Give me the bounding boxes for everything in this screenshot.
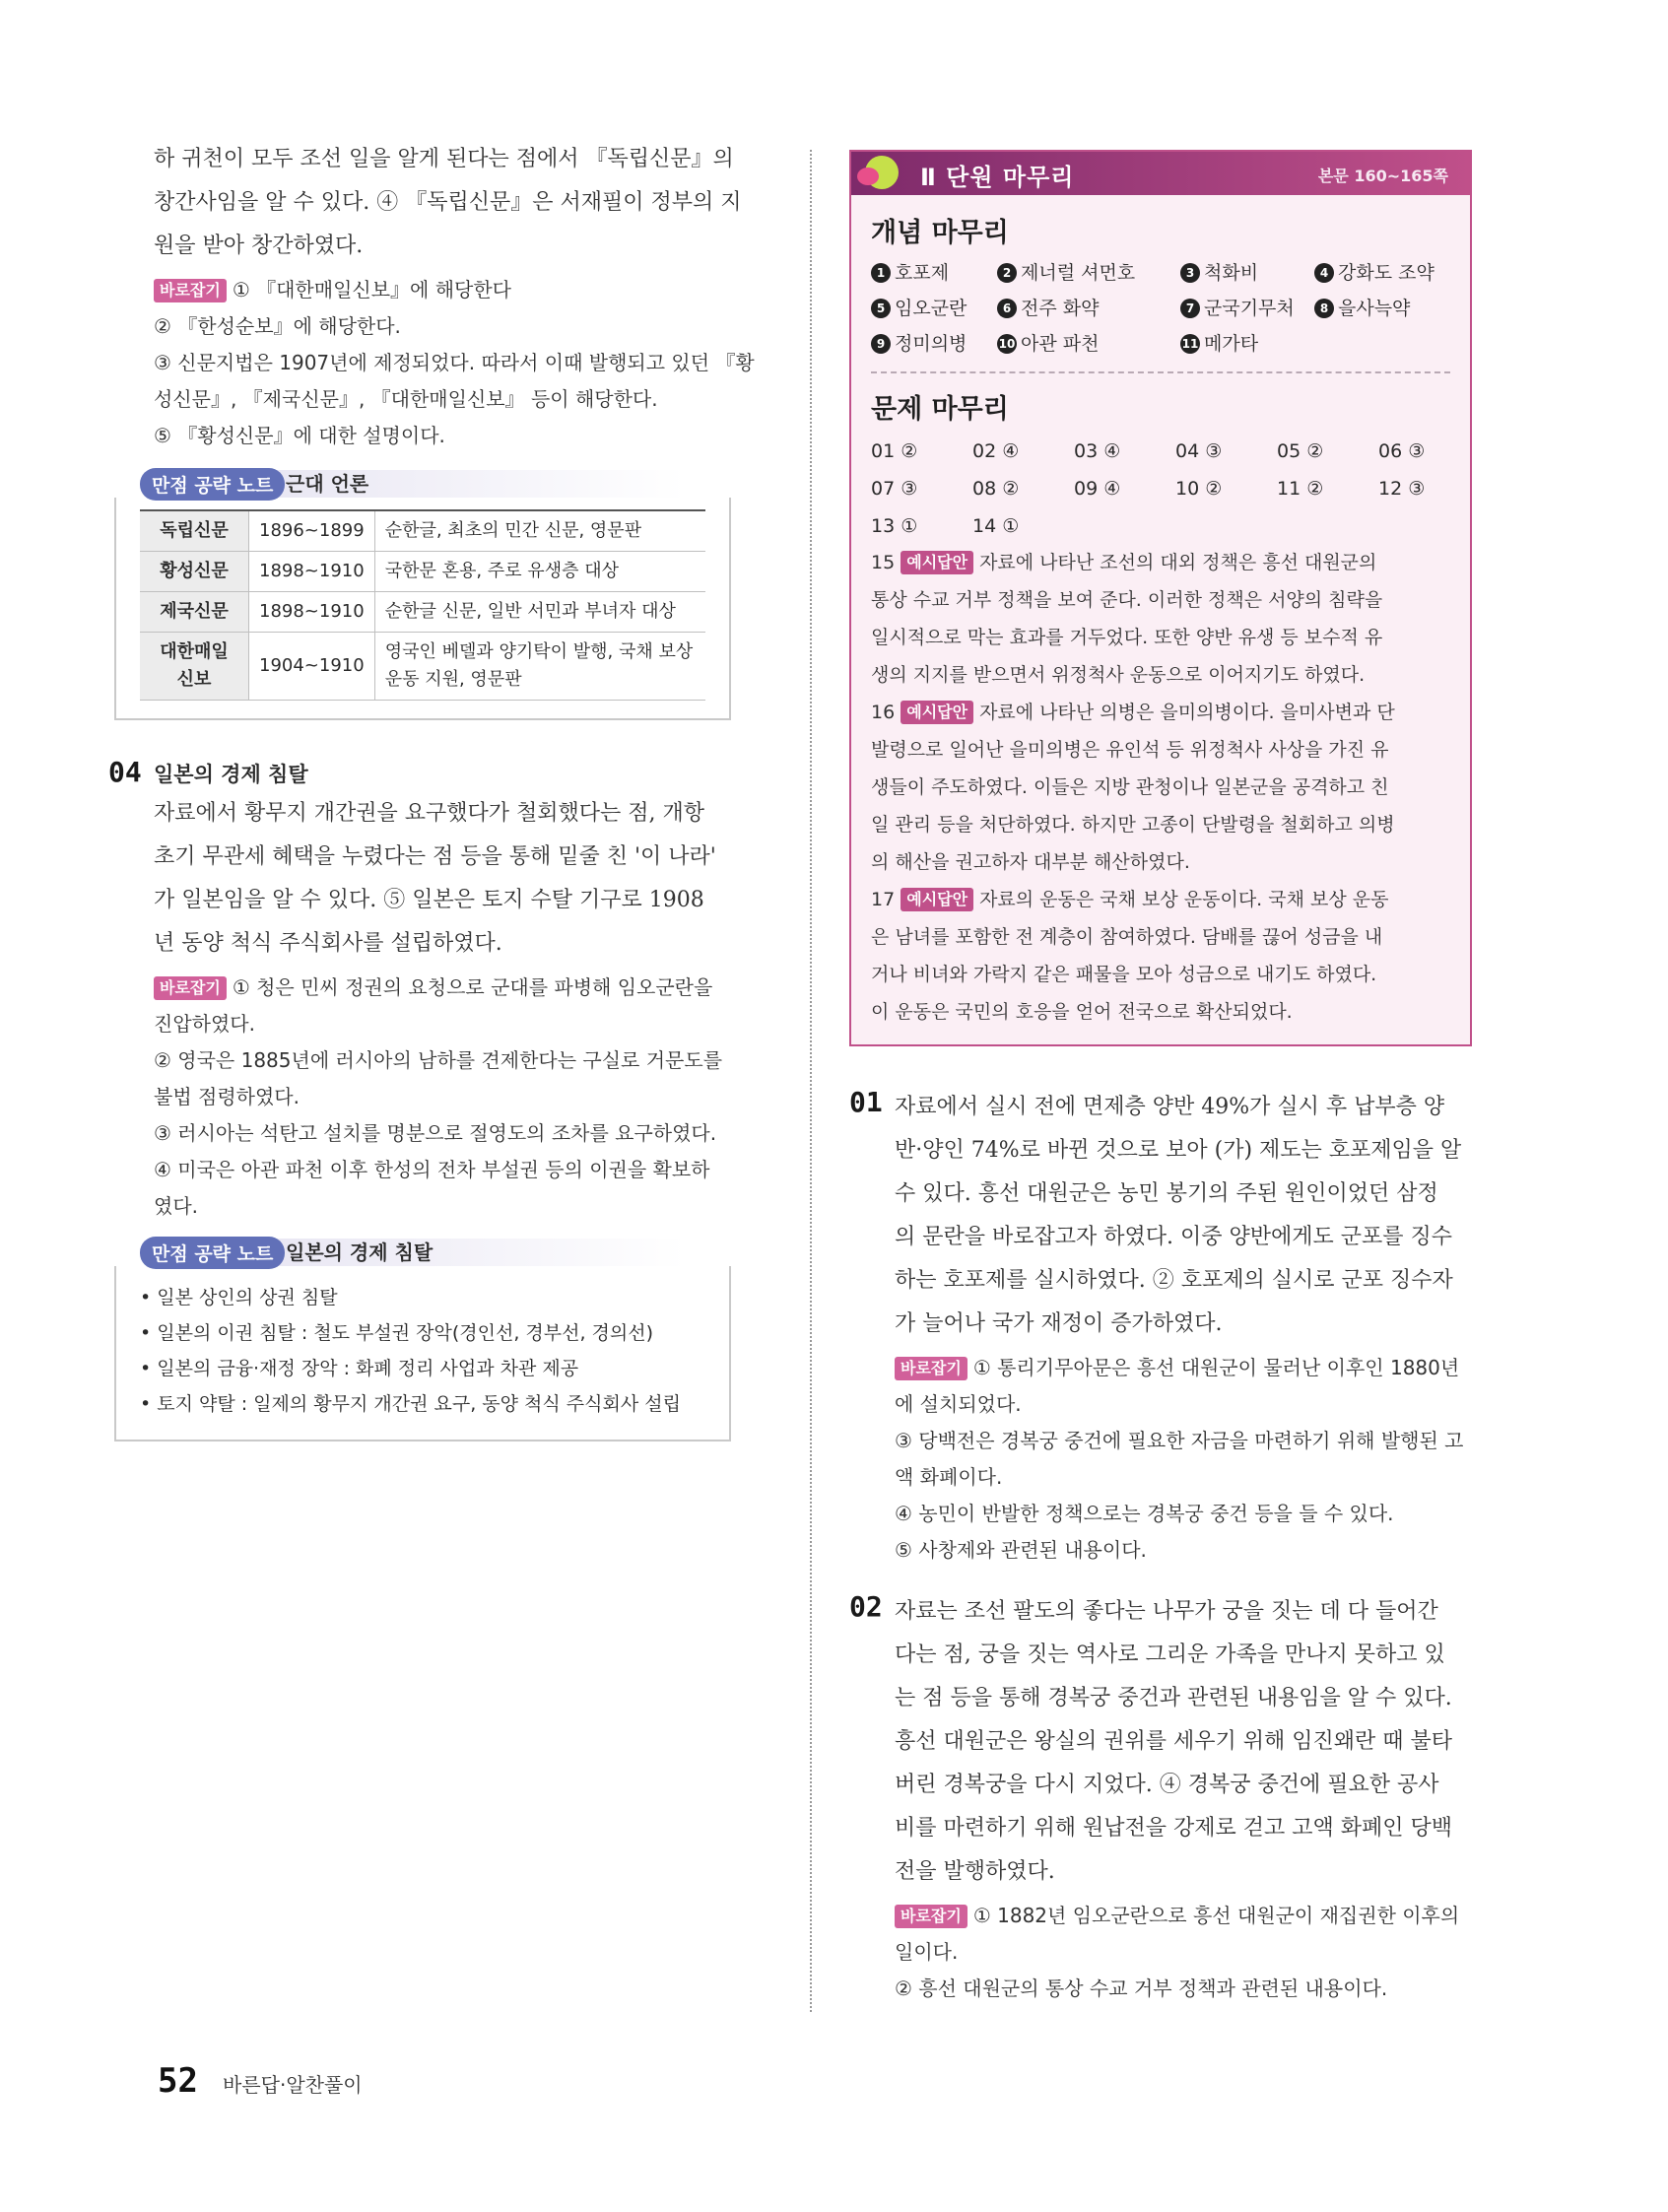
unit-summary-box: [849, 150, 1472, 1046]
text-line: 성신문』, 『제국신문』, 『대한매일신보』 등이 해당한다.: [154, 387, 658, 411]
concept-section-title: 개념 마무리: [871, 218, 1009, 248]
note-pill: 만점 공략 노트: [140, 468, 285, 501]
concept-item: 8 을사늑약: [1314, 293, 1462, 324]
concept-item: 2 제너럴 셔먼호: [997, 257, 1180, 289]
summary-body: [851, 195, 1470, 1044]
concept-item: 9 정미의병: [871, 328, 997, 360]
answer-item: 13 ①: [871, 515, 918, 537]
question-number: 02: [849, 1590, 883, 1623]
column-divider: [810, 150, 812, 2012]
question-number: 04: [108, 756, 142, 788]
page-number: 52: [158, 2061, 198, 2101]
text-line: ⑤ 『황성신문』에 대한 설명이다.: [154, 424, 445, 447]
question-number: 01: [849, 1086, 883, 1118]
text-line: ② 『한성순보』에 해당한다.: [154, 314, 401, 338]
answer-item: 06 ③: [1378, 440, 1426, 462]
note-header: [114, 466, 731, 500]
concept-item: 6 전주 화약: [997, 293, 1180, 324]
list-item: • 일본의 금융·재정 장악 : 화폐 정리 사업과 차관 제공: [140, 1358, 579, 1379]
fix-tag: 바로잡기: [154, 976, 227, 1000]
decor-heart-icon: [857, 168, 879, 185]
fix-tag: 바로잡기: [895, 1357, 967, 1380]
answer-item: 09 ④: [1074, 478, 1121, 500]
concept-list: [871, 257, 1450, 360]
answer-item: 12 ③: [1378, 478, 1426, 500]
question-explanation: 자료는 조선 팔도의 좋다는 나무가 궁을 짓는 데 다 들어간 다는 점, 궁을 짓는 역사로 그리운 가족을 만나지 못하고 있 는 점 등을 통해 경복궁 중건과 관련된 내용임을 알 수 있다. 흥선 대원군은 왕실의 권위를 세우기 위해 임진왜란 때 불타 버린 경복궁을 다시 지었다. ④ 경복궁 중건에 필요한 공사 비를 마련하기 위해 원납전을 강제로 걷고 고액 화폐인 당백 전을 발행하였다.: [895, 1599, 1452, 1884]
answer-tag: 예시답안: [901, 701, 973, 724]
study-note-economy: [114, 1235, 731, 1441]
answer-item: 02 ④: [972, 440, 1020, 462]
essay-answer-17: 17 예시답안 자료의 운동은 국채 보상 운동이다. 국채 보상 운동 은 남녀를 포함한 전 계층이 참여하였다. 담배를 끊어 성금을 내 거나 비녀와 가락지 같은 패물을 모아 성금으로 내기도 하였다. 이 운동은 국민의 호응을 얻어 전국으로 확산되었다.: [871, 889, 1389, 1023]
concept-item: 4 강화도 조약: [1314, 257, 1462, 289]
page-reference: 본문 160~165쪽: [1317, 167, 1448, 185]
answer-item: 01 ②: [871, 440, 918, 462]
answer-item: 03 ④: [1074, 440, 1121, 462]
right-column: [849, 150, 1472, 2007]
table-row: 대한매일 신보 1904~1910 영국인 베델과 양기탁이 발행, 국채 보상 운동 지원, 영문판: [140, 633, 705, 701]
table-row: 독립신문 1896~1899 순한글, 최초의 민간 신문, 영문판: [140, 510, 705, 552]
answer-item: 05 ②: [1277, 440, 1324, 462]
note-title: 근대 언론: [286, 472, 369, 496]
problem-section-title: 문제 마무리: [871, 394, 1009, 425]
summary-title: Ⅱ 단원 마무리: [920, 164, 1075, 191]
table-row: 제국신문 1898~1910 순한글 신문, 일반 서민과 부녀자 대상: [140, 592, 705, 633]
concept-item: 1 호포제: [871, 257, 997, 289]
concept-item: 10 아관 파천: [998, 333, 1100, 355]
intro-text: [154, 138, 770, 268]
text-line: 하 귀천이 모두 조선 일을 알게 된다는 점에서 『독립신문』의: [154, 147, 734, 171]
essay-answer-16: 16 예시답안 자료에 나타난 의병은 을미의병이다. 을미사변과 단 발령으로 일어난 을미의병은 유인석 등 위정척사 사상을 가진 유 생들이 주도하였다. 이들은 지방 관청이나 일본군을 공격하고 친 일 관리 등을 처단하였다. 하지만 고종이 단발령을 철회하고 의병 의 해산을 권고하자 대부분 해산하였다.: [871, 702, 1395, 873]
text-line: ③ 신문지법은 1907년에 제정되었다. 따라서 이때 발행되고 있던 『황: [154, 351, 755, 374]
note-frame: [114, 498, 731, 720]
concept-item: 3 척화비: [1180, 257, 1314, 289]
answer-item: 04 ③: [1175, 440, 1223, 462]
fix-tag: 바로잡기: [895, 1905, 967, 1928]
note-title: 일본의 경제 침탈: [286, 1240, 434, 1264]
question-01: [849, 1086, 1472, 1569]
list-item: • 일본의 이권 침탈 : 철도 부설권 장악(경인선, 경부선, 경의선): [140, 1322, 654, 1344]
note-header: [114, 1235, 731, 1268]
concept-item: 5 임오군란: [871, 293, 997, 324]
answer-grid: [871, 434, 1450, 544]
note-pill: 만점 공략 노트: [140, 1237, 285, 1269]
page-footer-label: 바른답·알찬풀이: [223, 2073, 363, 2097]
fix-block-04: 바로잡기 ① 청은 민씨 정권의 요청으로 군대를 파병해 임오군란을 진압하였다. ② 영국은 1885년에 러시아의 남하를 견제한다는 구실로 거문도를 불법 점령하였다. ③ 러시아는 석탄고 설치를 명분으로 절영도의 조차를 요구하였다. ④ 미국은 아관 파천 이후 한성의 전차 부설권 등의 이권을 확보하 였다.: [154, 975, 723, 1218]
note-frame: [114, 1266, 731, 1441]
question-04: [108, 756, 770, 1225]
answer-tag: 예시답안: [901, 551, 973, 574]
answer-tag: 예시답안: [901, 888, 973, 911]
text-line: 원을 받아 창간하였다.: [154, 234, 364, 258]
text-line: 바로잡기 ① 『대한매일신보』에 해당한다: [154, 272, 770, 308]
question-02: [849, 1590, 1472, 2007]
answer-item: 10 ②: [1175, 478, 1223, 500]
answer-item: 07 ③: [871, 478, 918, 500]
fix-block-01: 바로잡기 ① 통리기무아문은 흥선 대원군이 물러난 이후인 1880년 에 설치되었다. ③ 당백전은 경복궁 중건에 필요한 자금을 마련하기 위해 발행된 고 액 화폐이다. ④ 농민이 반발한 정책으로는 경복궁 중건 등을 들 수 있다. ⑤ 사창제와 관련된 내용이다.: [895, 1356, 1464, 1562]
press-table: [140, 509, 705, 701]
answer-item: 08 ②: [972, 478, 1020, 500]
study-note-press: [114, 466, 731, 720]
answer-item: 11 ②: [1277, 478, 1324, 500]
table-row: 황성신문 1898~1910 국한문 혼용, 주로 유생층 대상: [140, 552, 705, 592]
list-item: • 토지 약탈 : 일제의 황무지 개간권 요구, 동양 척식 주식회사 설립: [140, 1393, 681, 1415]
concept-item: 7 군국기무처: [1180, 293, 1314, 324]
dashed-divider: [871, 371, 1450, 373]
question-title: 일본의 경제 침탈: [154, 763, 308, 786]
fix-tag: 바로잡기: [154, 279, 227, 302]
summary-header: [851, 152, 1470, 195]
list-item: • 일본 상인의 상권 침탈: [140, 1287, 338, 1308]
fix-block-02: 바로잡기 ① 1882년 임오군란으로 흥선 대원군이 재집권한 이후의 일이다. ② 흥선 대원군의 통상 수교 거부 정책과 관련된 내용이다.: [895, 1904, 1460, 2000]
left-column: [108, 138, 770, 1441]
answer-item: 14 ①: [972, 515, 1020, 537]
fix-block-03: [154, 272, 770, 454]
text-line: 창간사임을 알 수 있다. ④ 『독립신문』은 서재필이 정부의 지: [154, 190, 742, 215]
concept-item: 11 메가타: [1181, 333, 1259, 355]
question-explanation: 자료에서 황무지 개간권을 요구했다가 철회했다는 점, 개항 초기 무관세 혜택을 누렸다는 점 등을 통해 밑줄 친 '이 나라' 가 일본임을 알 수 있다. ⑤ 일본은 토지 수탈 기구로 1908 년 동양 척식 주식회사를 설립하였다.: [154, 801, 716, 956]
question-explanation: 자료에서 실시 전에 면제층 양반 49%가 실시 후 납부층 양 반·양인 74%로 바뀐 것으로 보아 (가) 제도는 호포제임을 알 수 있다. 흥선 대원군은 농민 봉기의 주된 원인이었던 삼정 의 문란을 바로잡고자 하였다. 이중 양반에게도 군포를 징수 하는 호포제를 실시하였다. ② 호포제의 실시로 군포 징수자 가 늘어나 국가 재정이 증가하였다.: [895, 1095, 1462, 1336]
essay-answer-15: 15 예시답안 자료에 나타난 조선의 대외 정책은 흥선 대원군의 통상 수교 거부 정책을 보여 준다. 이러한 정책은 서양의 침략을 일시적으로 막는 효과를 거두었다. 또한 양반 유생 등 보수적 유 생의 지지를 받으면서 위정척사 운동으로 이어지기도 하였다.: [871, 552, 1383, 686]
